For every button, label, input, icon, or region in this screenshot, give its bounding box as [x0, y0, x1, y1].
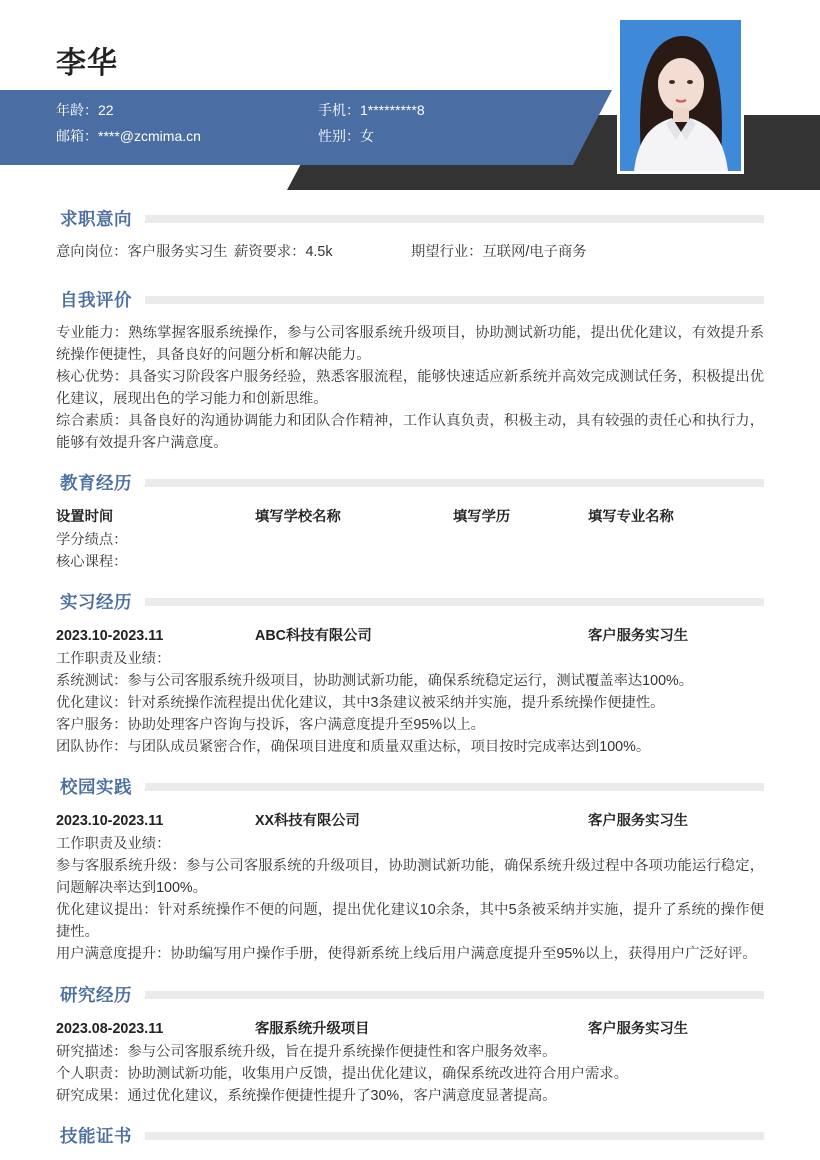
campus-header-row — [56, 809, 764, 833]
section-title: 校园实践 — [60, 777, 132, 797]
section-divider-bar — [145, 479, 764, 487]
section-self-evaluation — [56, 288, 764, 454]
section-job-intent — [56, 207, 764, 263]
section-divider-bar — [145, 215, 764, 223]
education-school: 填写学校名称 — [255, 509, 341, 525]
section-header — [56, 983, 764, 1007]
section-title: 技能证书 — [60, 1126, 132, 1146]
education-gpa: 学分绩点： — [56, 532, 128, 548]
section-education — [56, 471, 764, 573]
section-research — [56, 983, 764, 1107]
internship-role: 客户服务实习生 — [588, 628, 689, 644]
research-description: 研究描述：参与公司客服系统升级，旨在提升系统操作便捷性和客户服务效率。 — [56, 1044, 557, 1060]
self-eval-professional: 专业能力：熟练掌握客服系统操作，参与公司客服系统升级项目，协助测试新功能，提出优化建议，有效提升系统操作便捷性，具备良好的问题分析和解决能力。 — [56, 325, 764, 363]
section-divider-bar — [145, 783, 764, 791]
section-divider-bar — [145, 598, 764, 606]
campus-duties-label: 工作职责及业绩： — [56, 836, 171, 852]
research-result: 研究成果：通过优化建议，系统操作便捷性提升了30%，客户满意度显著提高。 — [56, 1088, 557, 1104]
internship-item: 客户服务：协助处理客户咨询与投诉，客户满意度提升至95%以上。 — [56, 717, 485, 733]
gender-info: 性别：女 — [318, 128, 374, 144]
education-header-row — [56, 505, 764, 529]
campus-item: 优化建议提出：针对系统操作不便的问题，提出优化建议10余条，其中5条被采纳并实施，提升了系统的操作便捷性。 — [56, 902, 764, 940]
section-header — [56, 775, 764, 799]
section-title: 自我评价 — [60, 290, 132, 310]
section-title: 教育经历 — [60, 473, 132, 493]
education-major: 填写专业名称 — [588, 509, 674, 525]
phone-info: 手机：1*********8 — [318, 102, 425, 118]
research-project: 客服系统升级项目 — [255, 1021, 370, 1037]
section-divider-bar — [145, 991, 764, 999]
intent-salary: 薪资要求：4.5k — [234, 244, 333, 260]
email-info: 邮箱：****@zcmima.cn — [56, 128, 201, 144]
candidate-name: 李华 — [56, 47, 118, 80]
internship-item: 团队协作：与团队成员紧密合作，确保项目进度和质量双重达标，项目按时完成率达到100%。 — [56, 739, 651, 755]
section-skills-certificates — [56, 1124, 764, 1148]
campus-item: 参与客服系统升级：参与公司客服系统的升级项目，协助测试新功能，确保系统升级过程中各项功能运行稳定，问题解决率达到100%。 — [56, 858, 764, 896]
research-role: 客户服务实习生 — [588, 1021, 689, 1037]
intent-position: 意向岗位：客户服务实习生 — [56, 244, 228, 260]
research-date: 2023.08-2023.11 — [56, 1021, 164, 1037]
internship-header-row — [56, 624, 764, 648]
intent-industry: 期望行业：互联网/电子商务 — [411, 244, 587, 260]
internship-date: 2023.10-2023.11 — [56, 628, 164, 644]
internship-duties-label: 工作职责及业绩： — [56, 651, 171, 667]
education-courses: 核心课程： — [56, 554, 128, 570]
campus-role: 客户服务实习生 — [588, 813, 689, 829]
section-header — [56, 207, 764, 231]
section-divider-bar — [145, 1132, 764, 1140]
campus-date: 2023.10-2023.11 — [56, 813, 164, 829]
section-title: 实习经历 — [60, 592, 132, 612]
internship-item: 系统测试：参与公司客服系统升级项目，协助测试新功能，确保系统稳定运行，测试覆盖率达100%。 — [56, 673, 694, 689]
education-time: 设置时间 — [56, 509, 114, 525]
portrait-photo — [617, 17, 744, 174]
section-internship — [56, 590, 764, 758]
section-title: 求职意向 — [60, 209, 132, 229]
section-header — [56, 1124, 764, 1148]
age-info: 年龄：22 — [56, 102, 114, 118]
self-eval-strength: 核心优势：具备实习阶段客户服务经验，熟悉客服流程，能够快速适应新系统并高效完成测试任务，积极提出优化建议，展现出色的学习能力和创新思维。 — [56, 369, 764, 407]
internship-company: ABC科技有限公司 — [255, 628, 372, 644]
section-divider-bar — [145, 296, 764, 304]
portrait-illustration — [620, 20, 741, 171]
section-title: 研究经历 — [60, 985, 132, 1005]
research-responsibility: 个人职责：协助测试新功能，收集用户反馈，提出优化建议，确保系统改进符合用户需求。 — [56, 1066, 628, 1082]
campus-company: XX科技有限公司 — [255, 813, 360, 829]
intent-row — [56, 241, 764, 263]
self-eval-overall: 综合素质：具备良好的沟通协调能力和团队合作精神，工作认真负责，积极主动，具有较强的责任心和执行力，能够有效提升客户满意度。 — [56, 413, 764, 451]
section-header — [56, 590, 764, 614]
campus-item: 用户满意度提升：协助编写用户操作手册，使得新系统上线后用户满意度提升至95%以上，获得用户广泛好评。 — [56, 946, 757, 962]
section-header — [56, 288, 764, 312]
education-degree: 填写学历 — [453, 509, 511, 525]
section-campus-practice — [56, 775, 764, 965]
internship-item: 优化建议：针对系统操作流程提出优化建议，其中3条建议被采纳并实施，提升系统操作便捷性。 — [56, 695, 665, 711]
section-header — [56, 471, 764, 495]
research-header-row — [56, 1017, 764, 1041]
